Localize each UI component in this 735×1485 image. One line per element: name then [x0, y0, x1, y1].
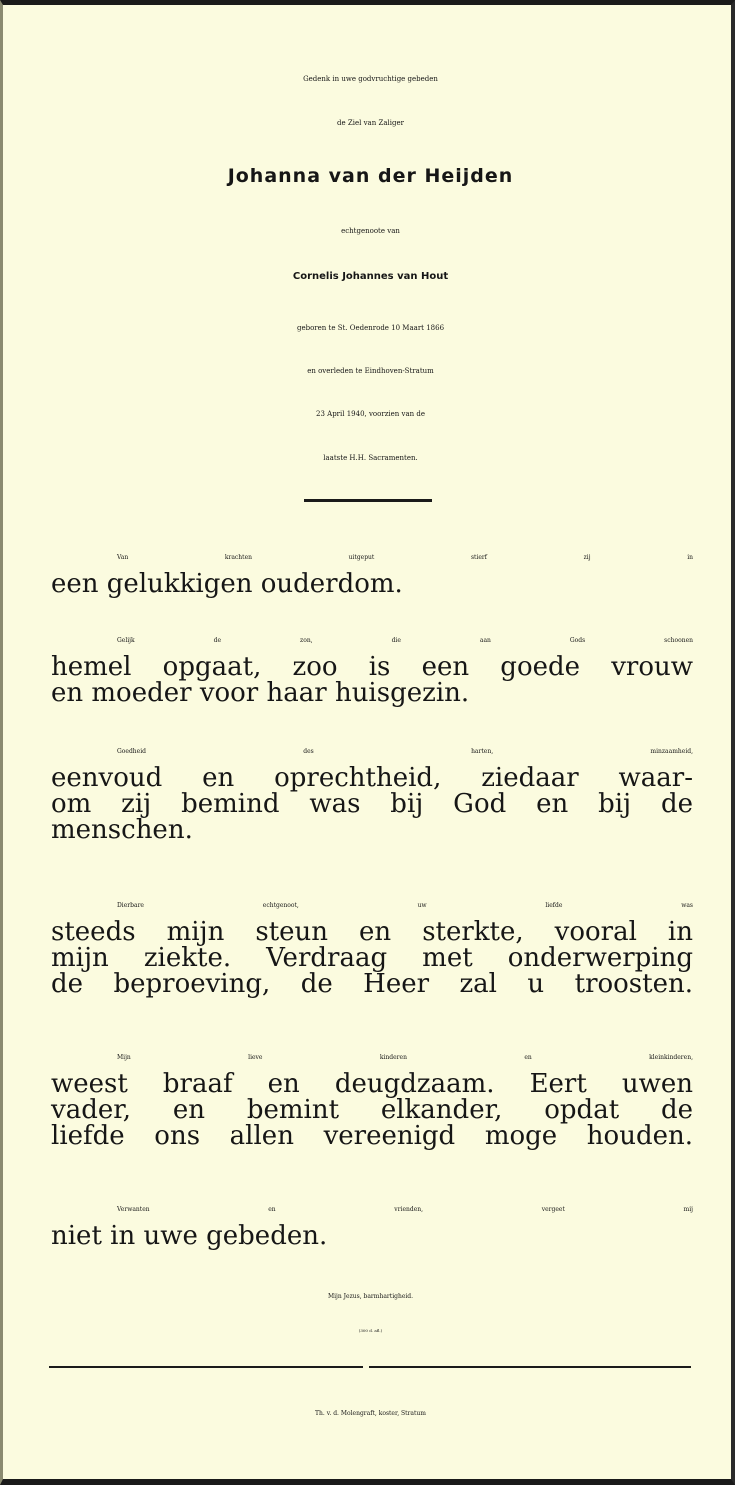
- paragraph: [51, 893, 693, 997]
- text-line: Van krachten uitgeput stierf zij in: [117, 554, 693, 561]
- text-line: liefde ons allen vereenigd moge houden.: [51, 1121, 693, 1151]
- paragraph: [51, 1197, 693, 1249]
- death-date-line: 23 April 1940, voorzien van de: [316, 410, 425, 418]
- divider-left: [49, 1366, 363, 1368]
- divider-short: [304, 499, 432, 502]
- text-line: vader, en bemint elkander, opdat de: [51, 1095, 693, 1125]
- text-line: en moeder voor haar huisgezin.: [51, 678, 470, 708]
- deceased-name: Johanna van der Heijden: [227, 165, 514, 187]
- text-line: een gelukkigen ouderdom.: [51, 569, 403, 599]
- text-line: hemel opgaat, zoo is een goede vrouw: [51, 652, 693, 682]
- divider-right: [369, 1366, 691, 1368]
- paragraph: [51, 739, 693, 843]
- text-line: Dierbare echtgenoot, uw liefde was: [117, 902, 693, 909]
- text-line: om zij bemind was bij God en bij de: [51, 789, 693, 819]
- indulgence-note: (300 d. afl.): [358, 1328, 383, 1333]
- paragraph: [51, 1045, 693, 1149]
- text-line: Mijn lieve kinderen en kleinkinderen,: [117, 1054, 693, 1061]
- text-line: Verwanten en vrienden, vergeet mij: [117, 1206, 693, 1213]
- intro-line-2: de Ziel van Zaliger: [337, 119, 404, 127]
- text-line: de beproeving, de Heer zal u troosten.: [51, 969, 693, 999]
- birth-line: geboren te St. Oedenrode 10 Maart 1866: [296, 324, 445, 332]
- text-line: menschen.: [51, 815, 193, 845]
- prayer-line: Mijn Jezus, barmhartigheid.: [327, 1293, 414, 1300]
- text-line: mijn ziekte. Verdraag met onderwerping: [51, 943, 693, 973]
- death-line: en overleden te Eindhoven-Stratum: [307, 367, 434, 375]
- text-line: niet in uwe gebeden.: [51, 1221, 328, 1251]
- sacraments-line: laatste H.H. Sacramenten.: [323, 454, 418, 462]
- printer-credit: Th. v. d. Molengraft, koster, Stratum: [315, 1410, 426, 1417]
- text-line: eenvoud en oprechtheid, ziedaar waar-: [51, 763, 693, 793]
- paragraph: [51, 545, 693, 597]
- text-line: Goedheid des harten, minzaamheid,: [117, 748, 693, 755]
- text-line: Gelijk de zon, die aan Gods schoonen: [117, 637, 693, 644]
- text-line: weest braaf en deugdzaam. Eert uwen: [51, 1069, 693, 1099]
- spouse-intro: echtgenoote van: [341, 227, 400, 235]
- text-line: steeds mijn steun en sterkte, vooral in: [51, 917, 693, 947]
- paragraph: [51, 628, 693, 706]
- spouse-name: Cornelis Johannes van Hout: [292, 271, 449, 282]
- intro-line: Gedenk in uwe godvruchtige gebeden: [303, 75, 438, 83]
